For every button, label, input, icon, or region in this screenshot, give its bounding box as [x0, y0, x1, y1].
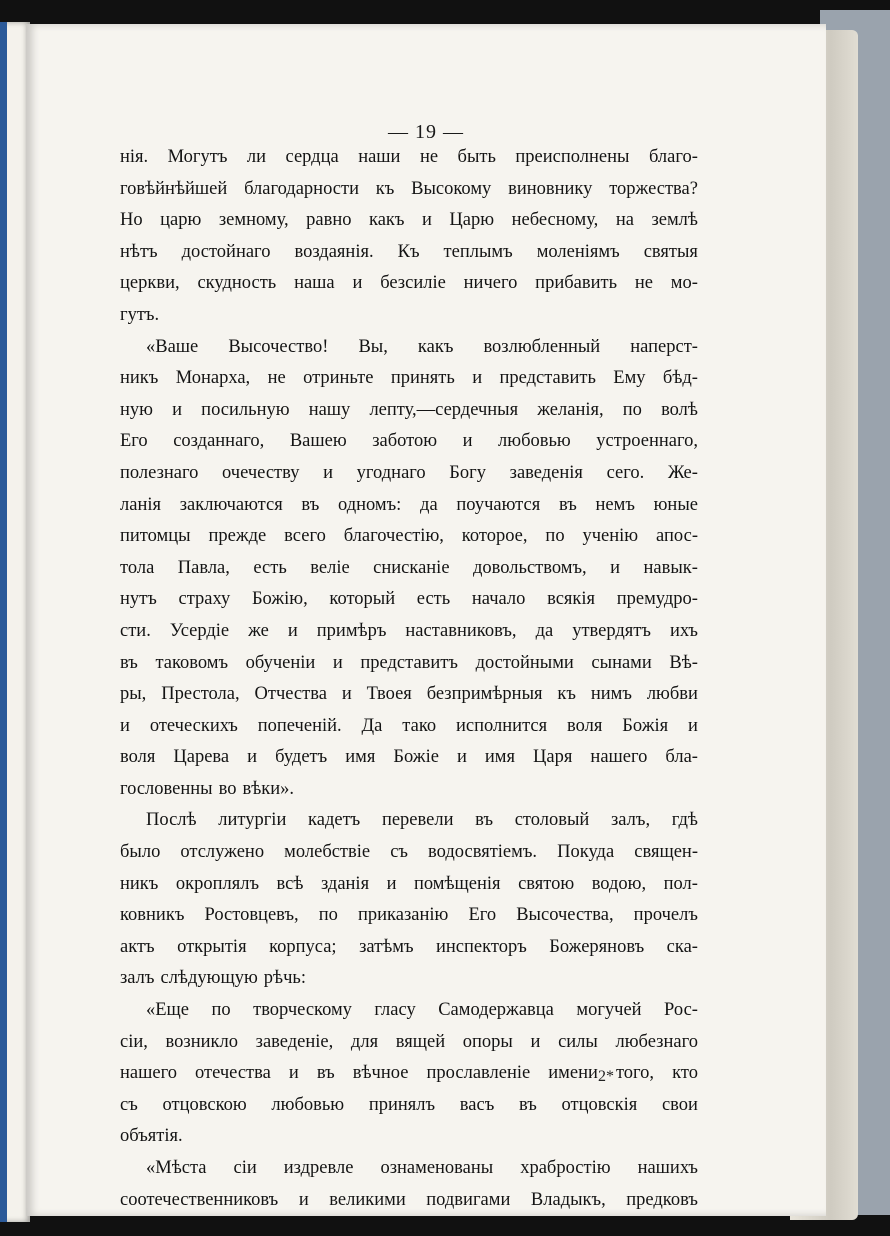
text-line: ры, Престола, Отчества и Твоея безпримѣрныя къ нимъ любви — [120, 684, 698, 705]
text-line: «Мѣста сіи издревле ознаменованы храбростію нашихъ — [146, 1158, 698, 1178]
text-line: говѣйнѣйшей благодарности къ Высокому виновнику торжества? — [120, 178, 698, 199]
page-number: — 19 — — [388, 121, 464, 143]
text-line: и отеческихъ попеченій. Да тако исполнится воля Божія и — [120, 715, 698, 736]
body-text — [120, 142, 698, 1216]
text-line: никъ Монарха, не отриньте принять и представить Ему бѣд- — [120, 368, 698, 389]
text-line: нутъ страху Божію, который есть начало всякія премудро- — [120, 589, 698, 610]
text-line: воля Царева и будетъ имя Божіе и имя Царя нашего бла- — [120, 747, 698, 768]
text-line: Но царю земному, равно какъ и Царю небесному, на землѣ — [120, 210, 698, 231]
text-line: тола Павла, есть веліе снисканіе довольствомъ, и навык- — [120, 557, 698, 578]
text-line: съ отцовскою любовью принялъ васъ въ отцовскія свои — [120, 1094, 698, 1115]
signature-mark: 2* — [598, 1068, 614, 1085]
text-line: никъ окроплялъ всѣ зданія и помѣщенія святою водою, пол- — [120, 873, 698, 894]
text-line: въ таковомъ обученіи и представитъ достойными сынами Вѣ- — [120, 652, 698, 673]
text-line: «Ваше Высочество! Вы, какъ возлюбленный наперст- — [146, 336, 698, 357]
text-line: питомцы прежде всего благочестію, которое, по ученію апос- — [120, 526, 698, 547]
text-line: церкви, скудность наша и безсиліе ничего прибавить не мо- — [120, 273, 698, 294]
text-line: сіи, возникло заведеніе, для вящей опоры и силы любезнаго — [120, 1031, 698, 1052]
text-line: сти. Усердіе же и примѣръ наставниковъ, да утвердятъ ихъ — [120, 620, 698, 641]
text-line: актъ открытія корпуса; затѣмъ инспекторъ Божеряновъ ска- — [120, 936, 698, 957]
text-line: Его созданнаго, Вашею заботою и любовью устроеннаго, — [120, 431, 698, 452]
text-line: ную и посильную нашу лепту,—сердечныя желанія, по волѣ — [120, 399, 698, 420]
book-cover-edge — [0, 22, 7, 1222]
text-line: нія. Могутъ ли сердца наши не быть преисполнены благо- — [120, 147, 698, 167]
text-line: объятія. — [120, 1126, 183, 1147]
text-line: гутъ. — [120, 304, 160, 325]
text-line: залъ слѣдующую рѣчь: — [120, 968, 306, 989]
text-line: полезнаго очечеству и угоднаго Богу заведенія сего. Же- — [120, 462, 698, 483]
text-line: нашего отечества и въ вѣчное прославленіе имени того, кто — [120, 1063, 698, 1084]
text-line: нѣтъ достойнаго воздаянія. Къ теплымъ моленіямъ святыя — [120, 241, 698, 262]
text-line: Послѣ литургіи кадетъ перевели въ столовый залъ, гдѣ — [146, 810, 698, 831]
text-line: соотечественниковъ и великими подвигами Владыкъ, предковъ — [120, 1189, 698, 1210]
text-line: гословенны во вѣки». — [120, 778, 295, 799]
text-line: «Еще по творческому гласу Самодержавца могучей Рос- — [146, 1000, 698, 1021]
text-line: ковникъ Ростовцевъ, по приказанію Его Высочества, прочелъ — [120, 905, 698, 926]
text-line: было отслужено молебствіе съ водосвятіемъ. Покуда священ- — [120, 842, 698, 863]
text-line: ланія заключаются въ одномъ: да поучаются въ немъ юные — [120, 494, 698, 515]
